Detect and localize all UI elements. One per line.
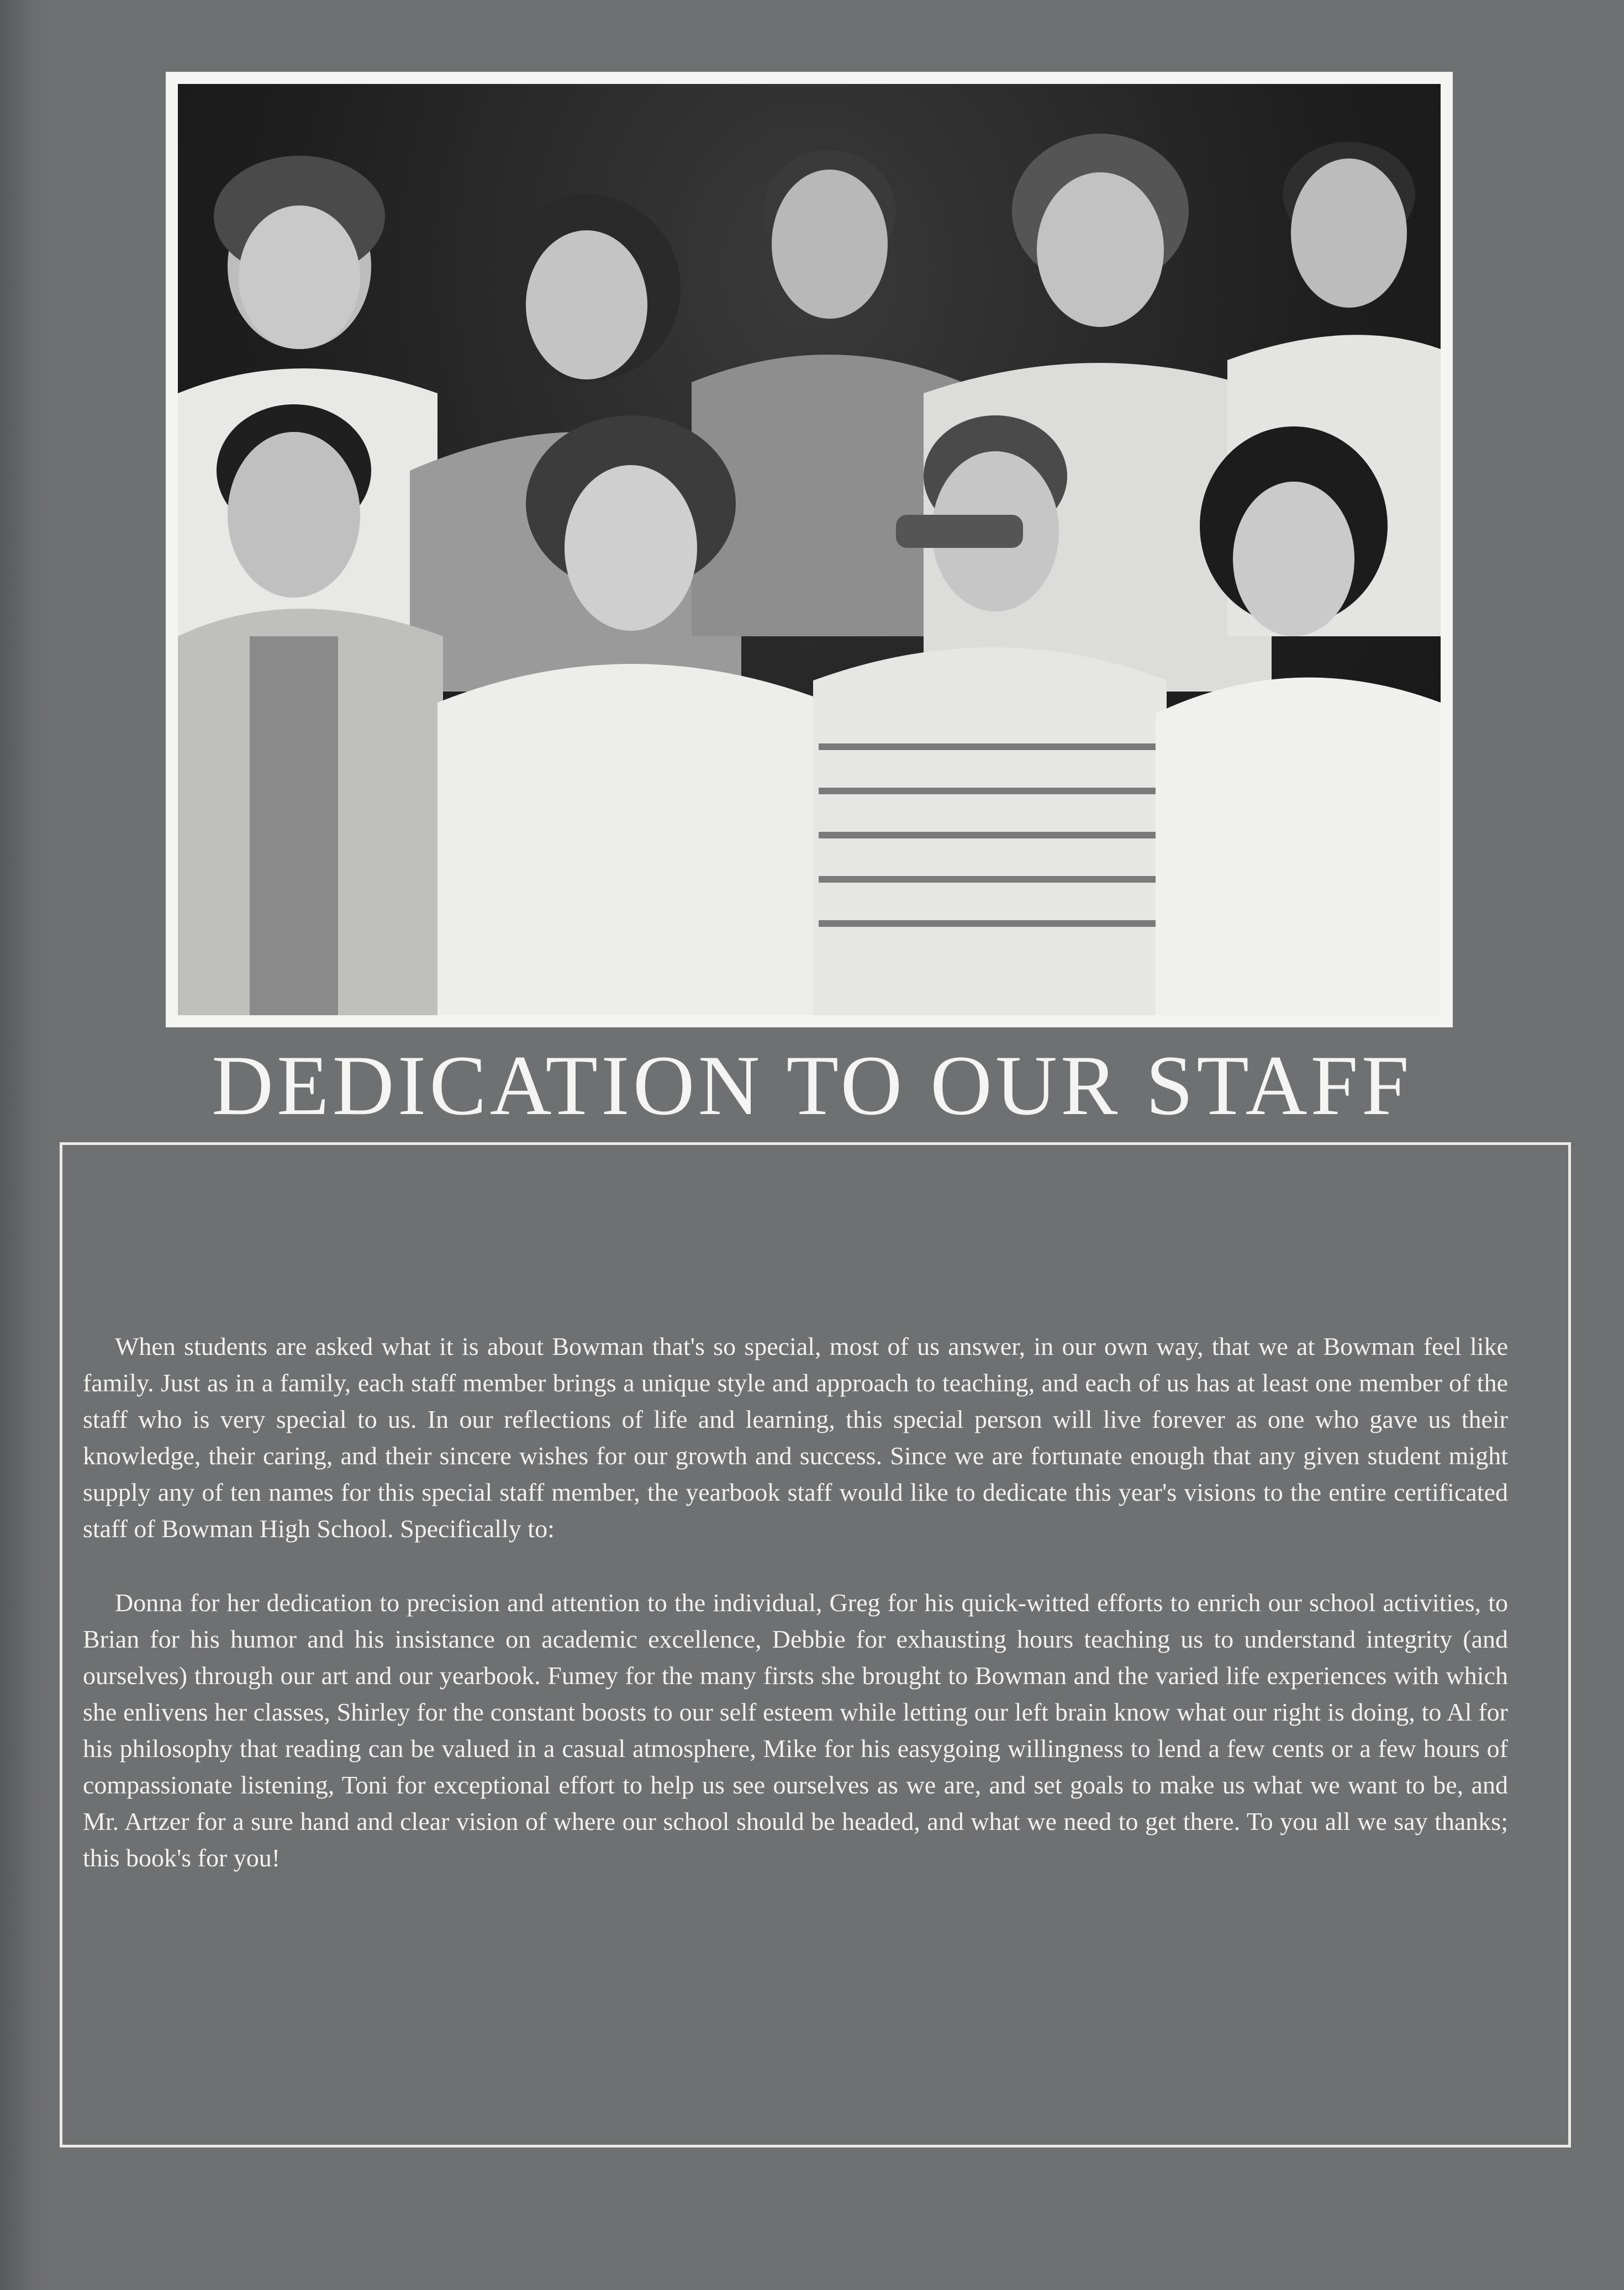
dedication-paragraph-2: Donna for her dedication to precision and attention to the individual, Greg for his quick-witted efforts to enrich our school activities, to Brian for his humor and his insistance on academic excellence, Debbie for exhausting hours teaching us to understand integrity (and ourselves) through our art and our yearbook. Fumey for the many firsts she brought to Bowman and the varied life experiences with which she enlivens her classes, Shirley for the constant boosts to our self esteem while letting our left brain know what our right is doing, to Al for his philosophy that reading can be valued in a casual atmosphere, Mike for his easygoing willingness to lend a few cents or a few hours of compassionate listening, Toni for exceptional effort to help us see ourselves as we are, and set goals to make us what we want to be, and Mr. Artzer for a sure hand and clear vision of where our school should be headed, and what we need to get there. To you all we say thanks; this book's for you! [83,1589,1508,1872]
page-title: DEDICATION TO OUR STAFF [212,1038,1412,1133]
staff-photo-frame [166,72,1453,1027]
page-binding-edge [0,0,55,2290]
dedication-paragraph-1: When students are asked what it is about Bowman that's so special, most of us answer, in our own way, that we at Bowman feel like family. Just as in a family, each staff member brings a unique style and approach to teaching, and each of us has at least one member of the staff who is very special to us. In our reflections of life and learning, this special person will live forever as one who gave us their knowledge, their caring, and their sincere wishes for our growth and success. Since we are fortunate enough that any given student might supply any of ten names for this special staff member, the yearbook staff would like to dedicate this year's visions to the entire certificated staff of Bowman High School. Specifically to: [83,1332,1508,1543]
dedication-body [83,1328,1508,1914]
group-portrait-photo-icon [178,84,1441,1015]
staff-group-photo [178,84,1441,1015]
